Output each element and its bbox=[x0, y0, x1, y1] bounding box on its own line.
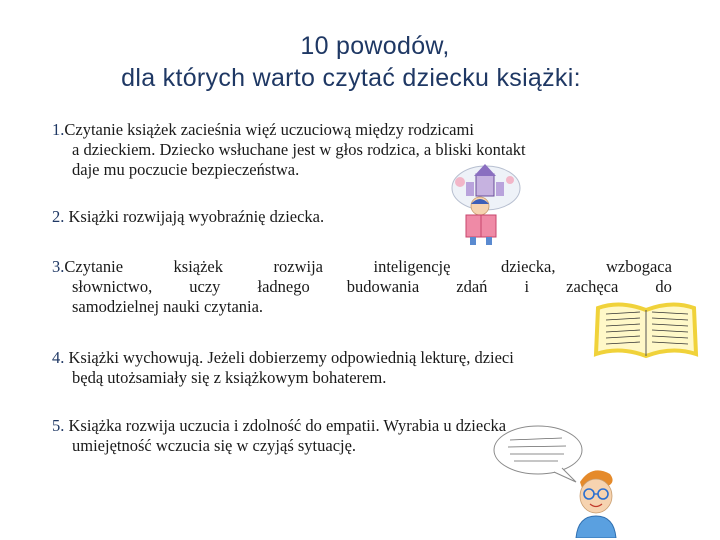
point-5-number: 5. bbox=[52, 416, 65, 435]
point-3-word: książek bbox=[173, 257, 224, 276]
point-3-word: uczy bbox=[189, 277, 221, 296]
point-1-text-1: Czytanie książek zacieśnia więź uczuciową między rodzicami bbox=[64, 120, 474, 139]
point-2 bbox=[52, 207, 672, 227]
point-3-word: do bbox=[655, 277, 672, 296]
point-4-text-1: Książki wychowują. Jeżeli dobierzemy odpowiednią lekturę, dzieci bbox=[68, 348, 514, 367]
point-2-line-1 bbox=[52, 207, 672, 227]
point-1-line-1 bbox=[52, 120, 672, 140]
boy-with-speech-bubble-drawing bbox=[492, 424, 642, 538]
child-with-book-drawing bbox=[440, 160, 530, 250]
point-2-number: 2. bbox=[52, 207, 65, 226]
point-4-number: 4. bbox=[52, 348, 65, 367]
open-book-drawing bbox=[590, 296, 702, 366]
point-3-word: dziecka, bbox=[500, 257, 556, 276]
point-5-text-1: Książka rozwija uczucia i zdolność do empatii. Wyrabia u dziecka bbox=[68, 416, 507, 435]
point-3-word: słownictwo, bbox=[72, 277, 153, 296]
point-3-line-2 bbox=[52, 277, 672, 297]
point-4 bbox=[52, 348, 672, 388]
point-1-line-2: a dzieckiem. Dziecko wsłuchane jest w głos rodzica, a bliski kontakt bbox=[72, 140, 526, 159]
point-3-word: wzbogaca bbox=[605, 257, 672, 276]
point-3-word: zachęca bbox=[566, 277, 619, 296]
point-3-word: 3.Czytanie bbox=[52, 257, 124, 276]
point-3-word: i bbox=[524, 277, 530, 296]
point-3-line-1 bbox=[52, 257, 672, 277]
title-line-1: 10 powodów, bbox=[300, 32, 450, 60]
point-1-line-3: daje mu poczucie bezpieczeństwa. bbox=[72, 160, 300, 179]
point-1-number: 1. bbox=[52, 120, 65, 139]
point-4-line-2: będą utożsamiały się z książkowym bohaterem. bbox=[72, 368, 387, 387]
point-3-word: inteligencję bbox=[373, 257, 451, 276]
title-line-2: dla których warto czytać dziecku książki: bbox=[121, 64, 581, 92]
point-5-line-2: umiejętność wczucia się w czyjąś sytuację. bbox=[72, 436, 357, 455]
point-3 bbox=[52, 257, 672, 317]
point-3-word: zdań bbox=[456, 277, 488, 296]
slide-title bbox=[0, 30, 720, 94]
point-3-word: rozwija bbox=[273, 257, 323, 276]
point-3-line-3: samodzielnej nauki czytania. bbox=[72, 297, 264, 316]
point-4-line-1 bbox=[52, 348, 672, 368]
point-1 bbox=[52, 120, 672, 180]
point-3-word: ładnego bbox=[257, 277, 310, 296]
point-3-word: budowania bbox=[346, 277, 420, 296]
point-2-text: Książki rozwijają wyobraźnię dziecka. bbox=[68, 207, 325, 226]
point-3-number: 3. bbox=[52, 257, 65, 276]
